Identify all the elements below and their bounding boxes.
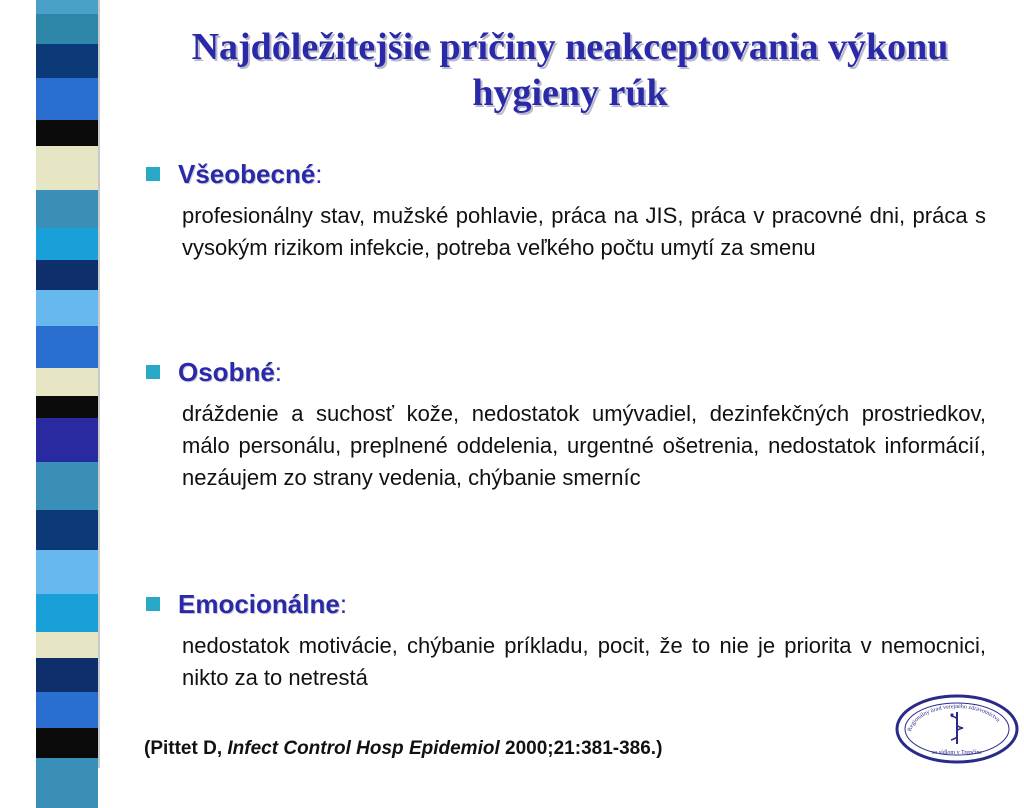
slide-title: Najdôležitejšie príčiny neakceptovania výkonu hygieny rúk [191,26,949,114]
stripe-edge [98,0,100,768]
logo-ring-text: Regionálny úrad verejného zdravotníctva [907,703,1001,733]
citation-suffix: 2000;21:381-386.) [499,738,663,759]
section-personal [146,354,986,494]
citation-journal: Infect Control Hosp Epidemiol [227,738,500,759]
section-heading: Osobné [178,356,275,387]
section-text: profesionálny stav, mužské pohlavie, práca na JIS, práca v pracovné dni, práca s vysokým rizikom infekcie, potreba veľkého počtu umytí za smenu [182,203,986,260]
heading-colon: : [339,588,348,619]
square-bullet-icon [146,597,160,611]
section-heading-row [146,586,986,622]
citation [144,738,662,760]
section-general [146,156,986,264]
square-bullet-icon [146,365,160,379]
section-text: dráždenie a suchosť kože, nedostatok umývadiel, dezinfekčných prostriedkov, málo personálu, preplnené oddelenia, urgentné ošetrenia, nedostatok informácií, nezáujem zo strany vedenia, chýbanie smerníc [182,401,986,490]
section-emotional [146,586,986,694]
section-heading-row [146,156,986,192]
heading-colon: : [315,158,323,189]
section-heading: Všeobecné [178,158,316,189]
decorative-stripe [36,0,98,768]
heading-colon: : [274,356,283,387]
section-text: nedostatok motivácie, chýbanie príkladu, pocit, že to nie je priorita v nemocnici, nikto za to netrestá [182,633,986,690]
section-heading: Emocionálne [178,588,340,619]
logo-bottom-text: so sídlom v Trenčíne [931,750,983,756]
section-heading-row [146,354,986,390]
citation-prefix: (Pittet D, [144,738,228,759]
institution-logo [895,694,1019,764]
square-bullet-icon [146,167,160,181]
